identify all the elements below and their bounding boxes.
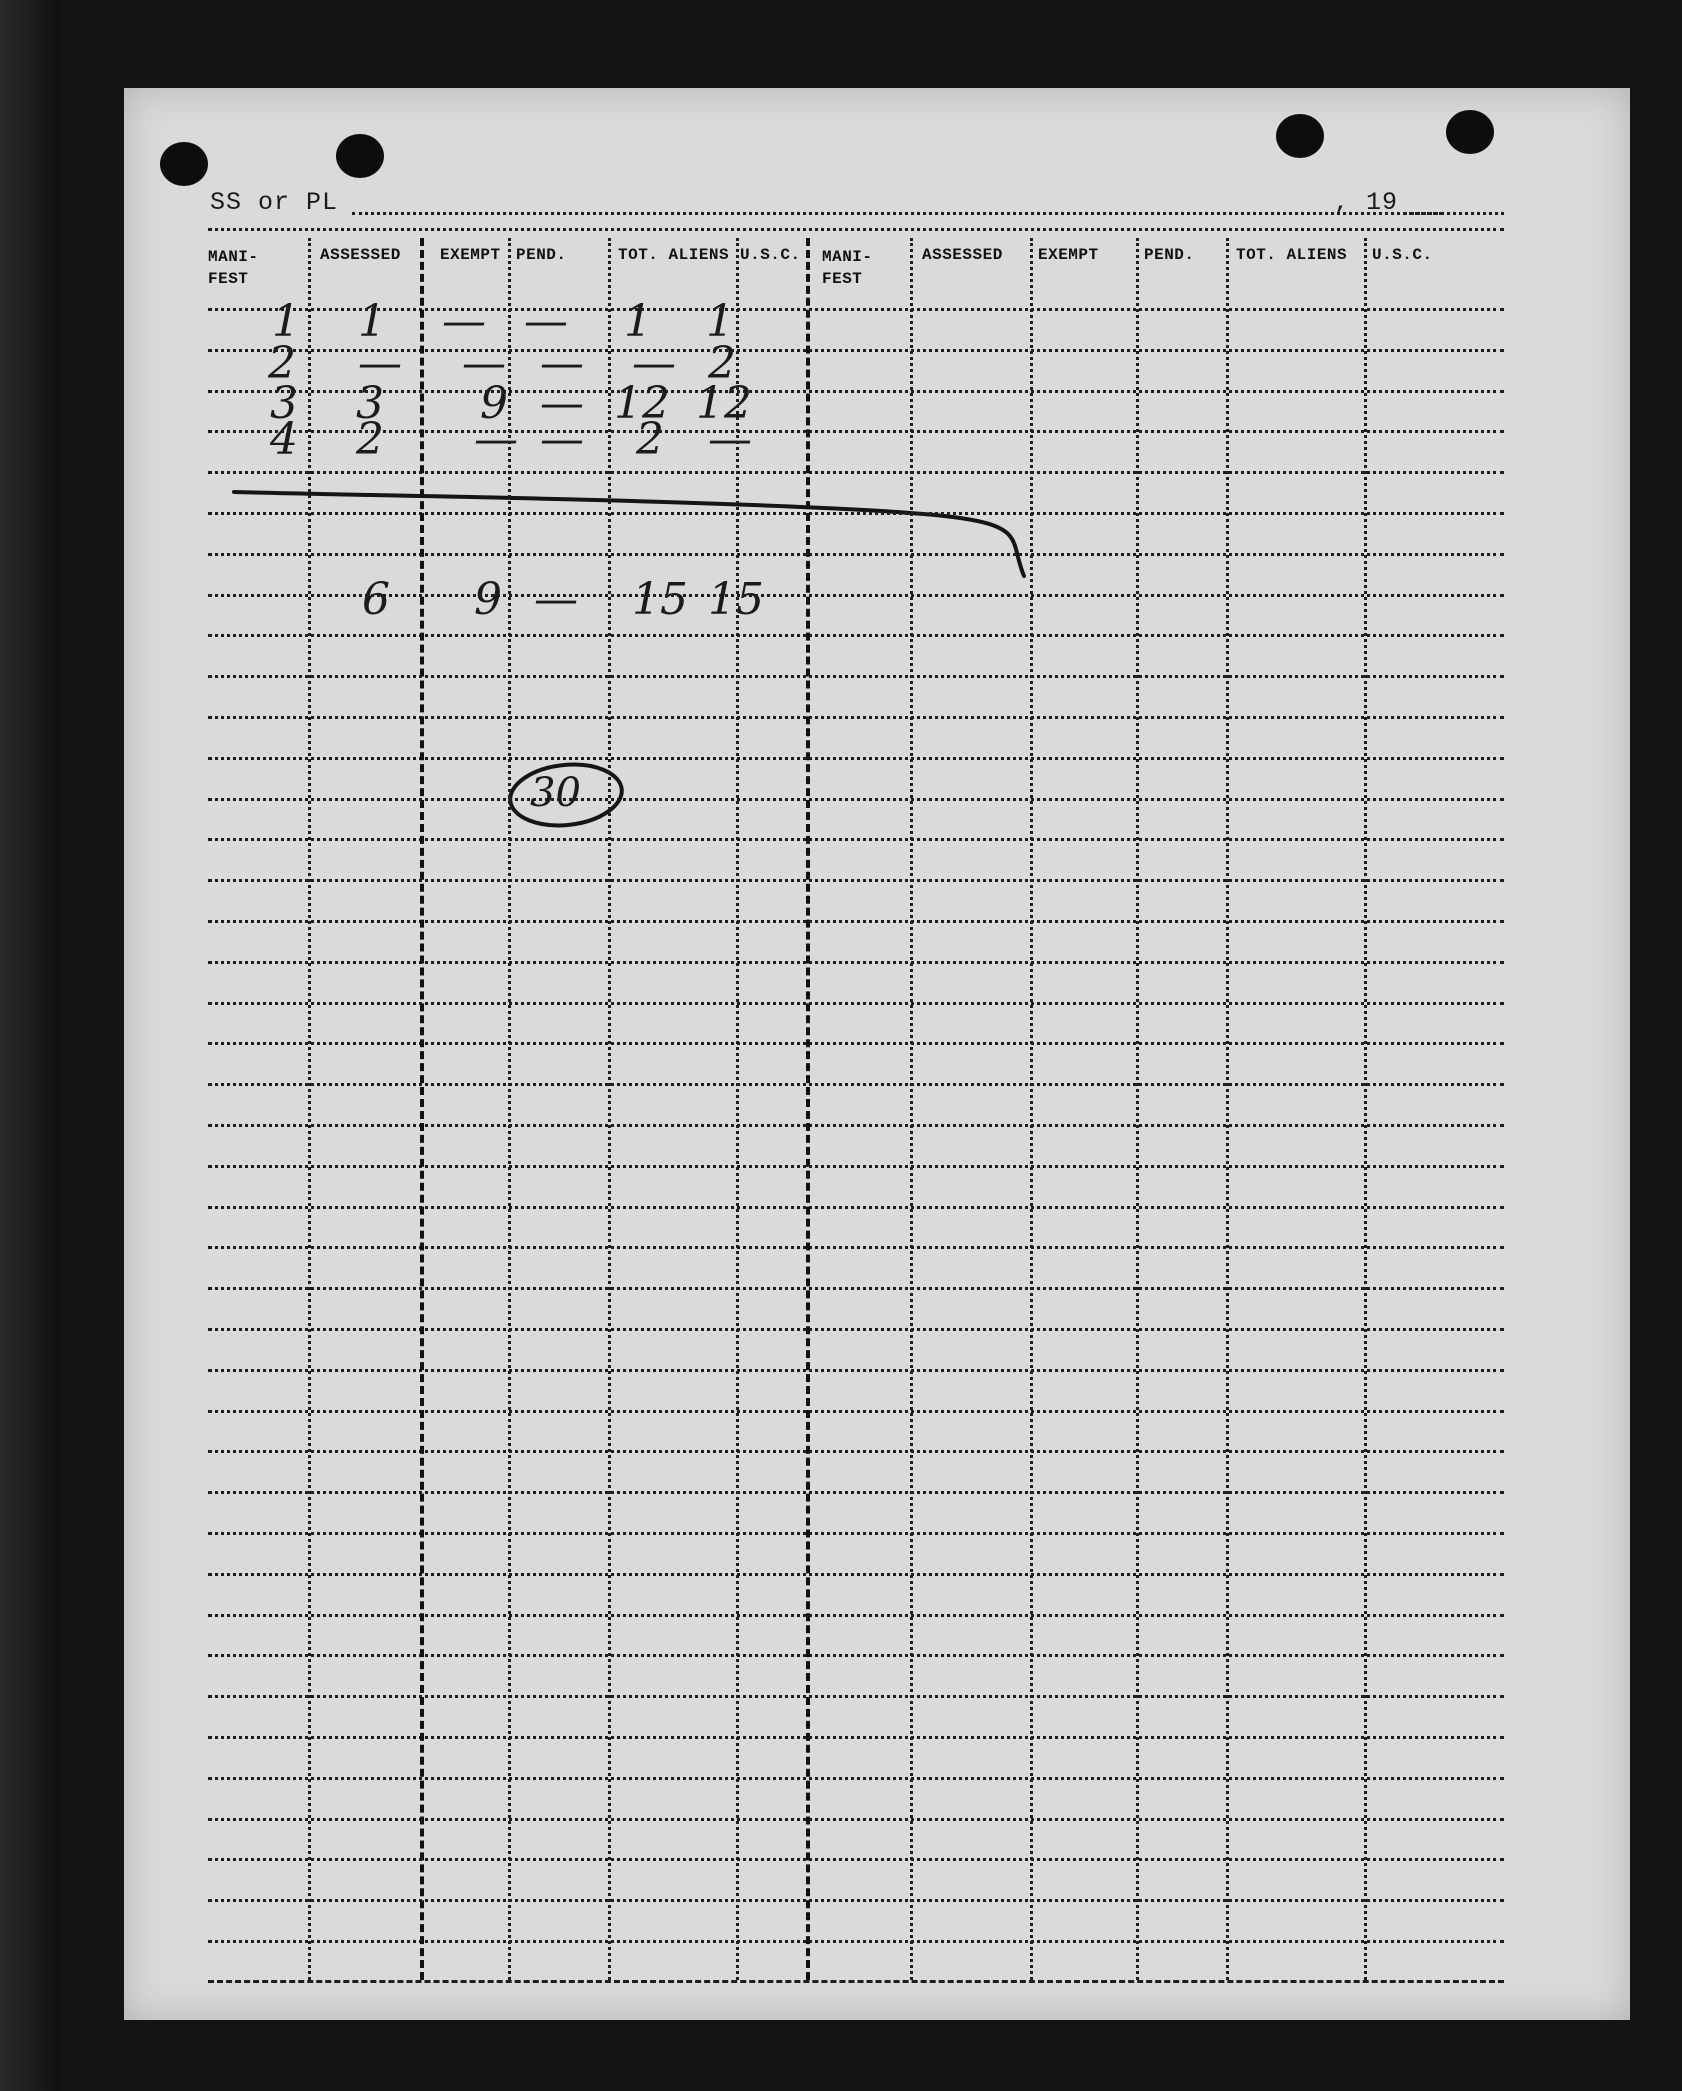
col-head-assessed: ASSESSED: [320, 246, 401, 264]
col-head-manifest-2: MANI- FEST: [822, 248, 873, 288]
grid-row-rule: [208, 634, 1504, 637]
grid-row-rule: [208, 1940, 1504, 1943]
entry-4-pend: —: [540, 414, 584, 465]
grid-row-rule: [208, 349, 1504, 352]
total-usc: 15: [708, 574, 764, 625]
grid-row-rule: [208, 879, 1504, 882]
grid-row-rule: [208, 1695, 1504, 1698]
entry-3-tot-aliens: 12: [614, 378, 670, 429]
grid-row-rule: [208, 308, 1504, 311]
grid-row-rule: [208, 838, 1504, 841]
entry-2-assessed: —: [358, 338, 402, 389]
entry-2-manifest: 2: [268, 338, 296, 389]
grid-row-rule: [208, 675, 1504, 678]
grid-row-rule: [208, 1410, 1504, 1413]
grid-column-rule: [1226, 238, 1229, 1980]
grid-row-rule: [208, 1532, 1504, 1535]
col-head-exempt: EXEMPT: [440, 246, 501, 264]
entry-4-exempt: —: [474, 414, 518, 465]
entry-3-pend: —: [540, 378, 584, 429]
entry-4-manifest: 4: [270, 414, 298, 465]
grid-row-rule: [208, 716, 1504, 719]
grid-row-rule: [208, 1777, 1504, 1780]
col-head-pend-2: PEND.: [1144, 246, 1195, 264]
grid-row-rule: [208, 1287, 1504, 1290]
grid-row-rule: [208, 1736, 1504, 1739]
grid-row-rule: [208, 1858, 1504, 1861]
form-page: [124, 88, 1630, 2020]
grid-column-rule: [1030, 238, 1033, 1980]
grid-row-rule: [208, 1165, 1504, 1168]
entry-4-usc: —: [708, 414, 752, 465]
entry-1-assessed: 1: [358, 296, 386, 347]
entry-3-assessed: 3: [356, 378, 384, 429]
grid-column-rule: [1136, 238, 1139, 1980]
grid-row-rule: [208, 1002, 1504, 1005]
bottom-rule: [208, 1980, 1504, 1983]
entry-4-assessed: 2: [356, 414, 384, 465]
grid-row-rule: [208, 757, 1504, 760]
total-assessed: 6: [362, 574, 390, 625]
scan-edge: [0, 0, 60, 2091]
grid-row-rule: [208, 1573, 1504, 1576]
col-head-exempt-2: EXEMPT: [1038, 246, 1099, 264]
summary-underline-stroke: [234, 492, 1024, 576]
entry-3-usc: 12: [696, 378, 752, 429]
grid-row-rule: [208, 1042, 1504, 1045]
year-prefix: , 19: [1334, 188, 1399, 217]
grid-row-rule: [208, 1654, 1504, 1657]
entry-1-exempt: —: [442, 296, 486, 347]
entry-2-pend: —: [540, 338, 584, 389]
col-head-pend: PEND.: [516, 246, 567, 264]
grid-row-rule: [208, 430, 1504, 433]
entry-1-tot-aliens: 1: [624, 296, 652, 347]
total-tot-aliens: 15: [632, 574, 688, 625]
ss-or-pl-label: SS or PL: [210, 188, 339, 217]
grid-row-rule: [208, 920, 1504, 923]
col-head-tot-aliens-2: TOT. ALIENS: [1236, 246, 1348, 264]
col-head-manifest: MANI- FEST: [208, 248, 259, 288]
grid-row-rule: [208, 1450, 1504, 1453]
grid-row-rule: [208, 1369, 1504, 1372]
total-pend: —: [534, 574, 578, 625]
grid-row-rule: [208, 390, 1504, 393]
entry-2-exempt: —: [462, 338, 506, 389]
col-head-usc: U.S.C.: [740, 246, 801, 264]
grid-row-rule: [208, 471, 1504, 474]
entry-1-usc: 1: [706, 296, 734, 347]
grand-total: 30: [530, 770, 581, 816]
col-head-usc-2: U.S.C.: [1372, 246, 1433, 264]
grid-row-rule: [208, 553, 1504, 556]
grid-column-rule: [508, 238, 511, 1980]
entry-1-manifest: 1: [272, 296, 300, 347]
grid-row-rule: [208, 512, 1504, 515]
grid-column-rule: [806, 238, 810, 1980]
grid-column-rule: [420, 238, 424, 1980]
grid-row-rule: [208, 1614, 1504, 1617]
grid-row-rule: [208, 798, 1504, 801]
grid-column-rule: [608, 238, 611, 1980]
grid-row-rule: [208, 1328, 1504, 1331]
grid-row-rule: [208, 1206, 1504, 1209]
grid-row-rule: [208, 1124, 1504, 1127]
entry-3-exempt: 9: [480, 378, 508, 429]
grid-column-rule: [736, 238, 739, 1980]
col-head-tot-aliens: TOT. ALIENS: [618, 246, 730, 264]
col-head-assessed-2: ASSESSED: [922, 246, 1003, 264]
grid-row-rule: [208, 1818, 1504, 1821]
grid-row-rule: [208, 961, 1504, 964]
entry-2-tot-aliens: —: [632, 338, 676, 389]
grid-row-rule: [208, 1899, 1504, 1902]
entry-4-tot-aliens: 2: [636, 414, 664, 465]
grid-column-rule: [910, 238, 913, 1980]
grid-column-rule: [1364, 238, 1367, 1980]
grid-row-rule: [208, 1083, 1504, 1086]
entry-1-pend: —: [524, 296, 568, 347]
grid-row-rule: [208, 1246, 1504, 1249]
grid-row-rule: [208, 594, 1504, 597]
handwritten-marks: [124, 88, 1630, 2020]
entry-3-manifest: 3: [270, 378, 298, 429]
entry-2-usc: 2: [708, 338, 736, 389]
grid-row-rule: [208, 1491, 1504, 1494]
total-exempt: 9: [474, 574, 502, 625]
grid-column-rule: [308, 238, 311, 1980]
